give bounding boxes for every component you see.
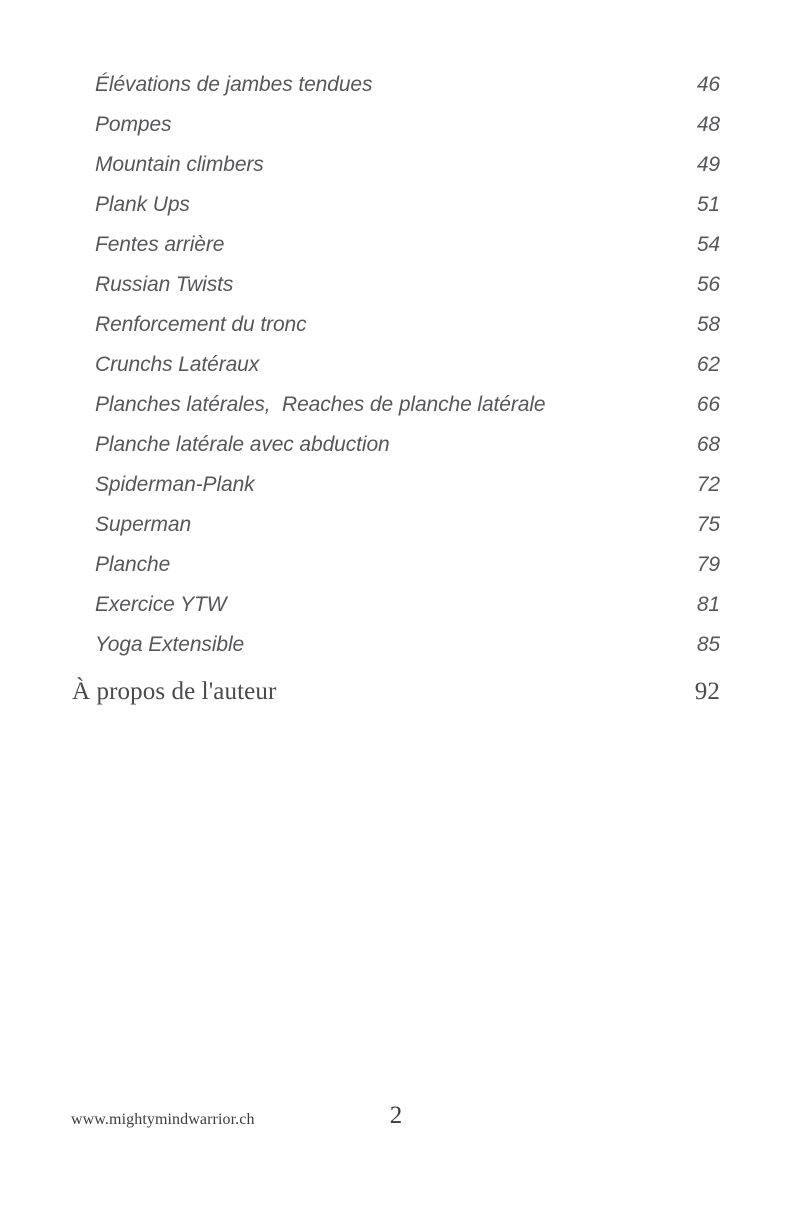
toc-entry-title: Exercice YTW <box>95 593 227 616</box>
toc-entry-page-number: 68 <box>696 433 720 456</box>
toc-entry-title: À propos de l'auteur <box>72 678 277 705</box>
toc-entry-title: Russian Twists <box>95 273 234 296</box>
toc-entry-title: Fentes arrière <box>95 233 225 256</box>
toc-entry-page-number: 48 <box>696 113 720 136</box>
toc-sub-entry[interactable] <box>95 313 720 337</box>
toc-entry-title: Plank Ups <box>95 193 190 216</box>
toc-entry-title: Pompes <box>95 113 172 136</box>
toc-entry-title: Mountain climbers <box>95 153 264 176</box>
toc-entry-title: Crunchs Latéraux <box>95 353 260 376</box>
toc-sub-entry[interactable] <box>95 393 720 417</box>
toc-entry-page-number: 66 <box>696 393 720 416</box>
toc-entry-title: Planche <box>95 553 171 576</box>
footer-page-number: 2 <box>389 1102 403 1129</box>
toc-entry-page-number: 56 <box>696 273 720 296</box>
toc-sub-entry[interactable] <box>95 73 720 97</box>
toc-entry-page-number: 75 <box>696 513 720 536</box>
toc-entry-title: Yoga Extensible <box>95 633 245 656</box>
toc-sub-entry[interactable] <box>95 513 720 537</box>
toc-sub-entry[interactable] <box>95 473 720 497</box>
toc-entry-page-number: 79 <box>696 553 720 576</box>
toc-sub-entry[interactable] <box>95 113 720 137</box>
toc-entry-title: Renforcement du tronc <box>95 313 307 336</box>
toc-sub-entry[interactable] <box>95 193 720 217</box>
toc-entry-title: Spiderman-Plank <box>95 473 255 496</box>
toc-entry-page-number: 85 <box>696 633 720 656</box>
toc-entry-title: Planches latérales, Reaches de planche latérale <box>95 393 546 416</box>
toc-entry-page-number: 92 <box>694 678 720 705</box>
toc-chapter-entry[interactable] <box>72 678 720 706</box>
toc-entry-title: Élévations de jambes tendues <box>95 73 373 96</box>
toc-entry-page-number: 54 <box>696 233 720 256</box>
toc-sub-entry[interactable] <box>95 153 720 177</box>
toc-sub-entry[interactable] <box>95 593 720 617</box>
toc-entry-page-number: 62 <box>696 353 720 376</box>
toc-entry-title: Superman <box>95 513 192 536</box>
toc-sub-entry[interactable] <box>95 353 720 377</box>
toc-sub-entry[interactable] <box>95 273 720 297</box>
footer-website-url: www.mightymindwarrior.ch <box>71 1111 255 1128</box>
toc-sub-entry[interactable] <box>95 433 720 457</box>
toc-sub-entry[interactable] <box>95 553 720 577</box>
toc-entry-page-number: 49 <box>696 153 720 176</box>
toc-entry-title: Planche latérale avec abduction <box>95 433 390 456</box>
toc-entry-page-number: 72 <box>696 473 720 496</box>
toc-entry-page-number: 51 <box>696 193 720 216</box>
toc-entry-page-number: 46 <box>696 73 720 96</box>
toc-entry-page-number: 81 <box>696 593 720 616</box>
toc-entry-page-number: 58 <box>696 313 720 336</box>
toc-sub-entry[interactable] <box>95 633 720 657</box>
toc-sub-entry[interactable] <box>95 233 720 257</box>
